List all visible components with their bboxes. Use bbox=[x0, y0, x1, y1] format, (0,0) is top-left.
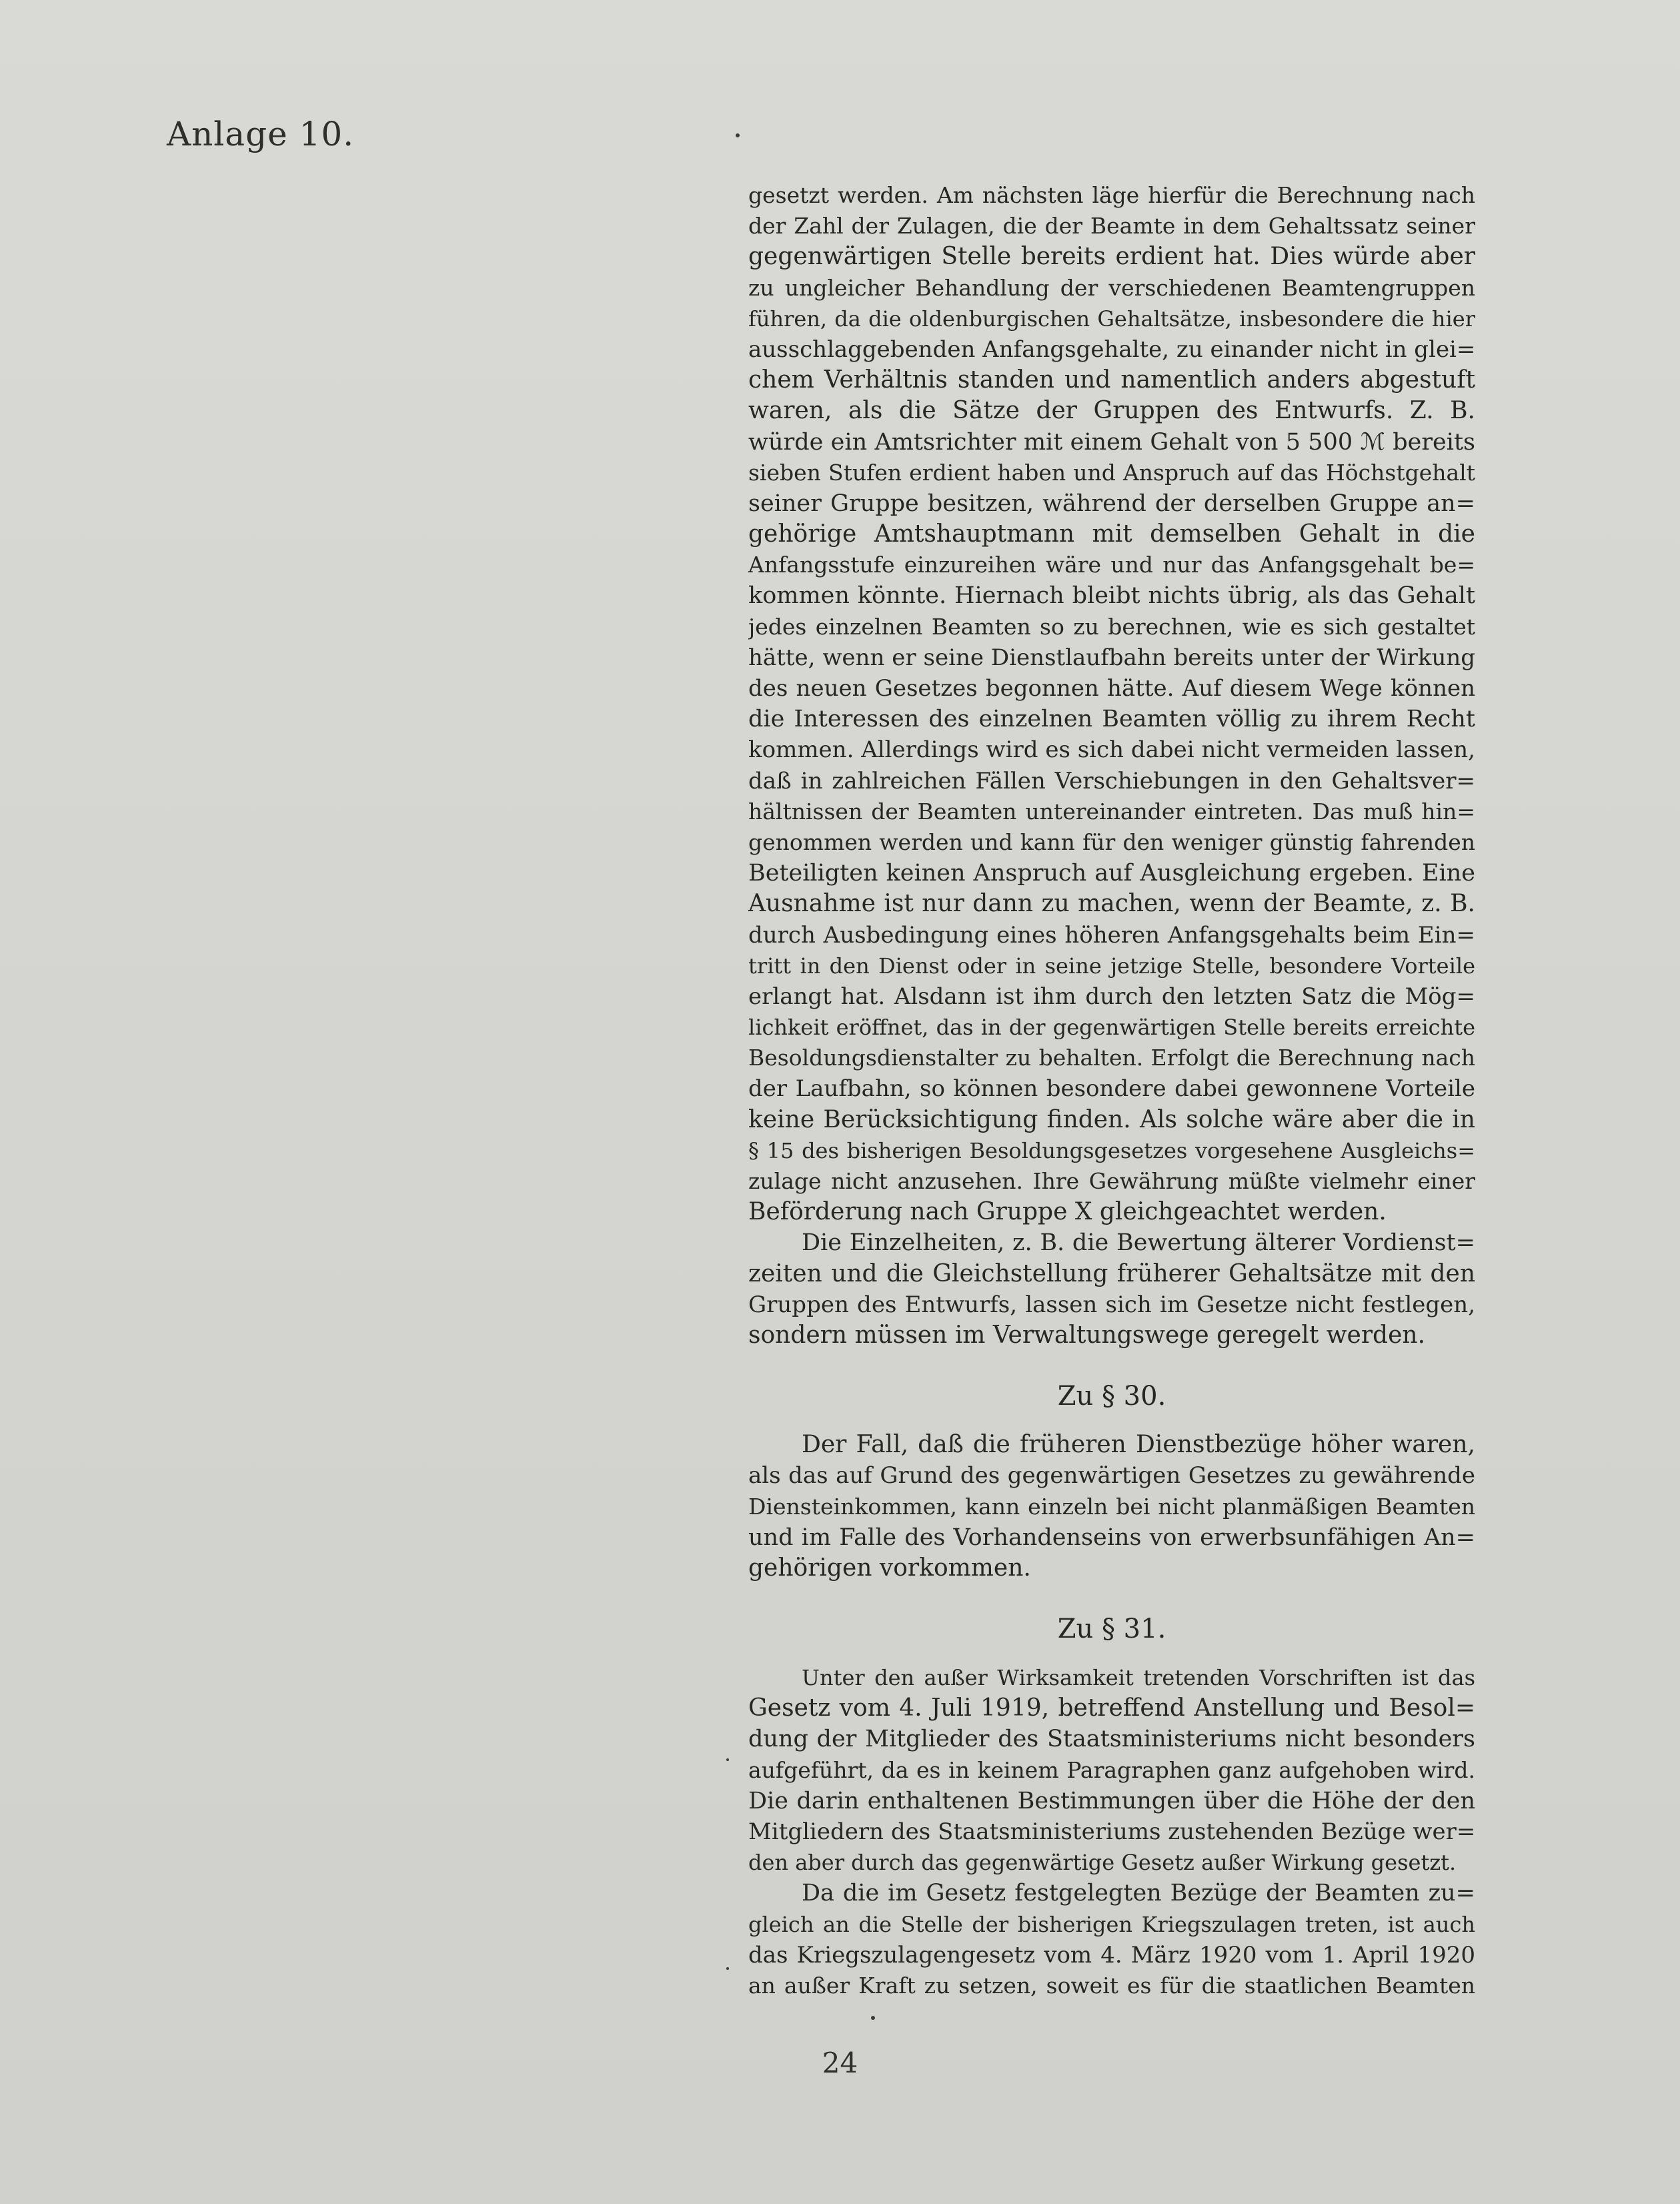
text-line: § 15 des bisherigen Besoldungsgesetzes vorgesehene Ausgleichs= bbox=[748, 1137, 1475, 1163]
text-line: der Zahl der Zulagen, die der Beamte in dem Gehaltssatz seiner bbox=[748, 213, 1475, 239]
text-line: Unter den außer Wirksamkeit tretenden Vorschriften ist das bbox=[802, 1665, 1475, 1691]
text-line: würde ein Amtsrichter mit einem Gehalt von 5 500 ℳ bereits bbox=[748, 428, 1475, 456]
print-speck bbox=[736, 133, 740, 137]
text-line: keine Berücksichtigung finden. Als solche wäre aber die in bbox=[748, 1105, 1475, 1133]
paragraph-1 bbox=[748, 180, 1475, 1227]
text-line: und im Falle des Vorhandenseins von erwerbsunfähigen An= bbox=[748, 1524, 1475, 1551]
text-line: Anfangsstufe einzureihen wäre und nur das Anfangsgehalt be= bbox=[748, 552, 1475, 578]
text-line: aufgeführt, da es in keinem Paragraphen ganz aufgehoben wird. bbox=[748, 1756, 1475, 1783]
text-line: Mitgliedern des Staatsministeriums zustehenden Bezüge wer= bbox=[748, 1818, 1475, 1845]
section-30-paragraph bbox=[748, 1430, 1475, 1584]
page-header: Anlage 10. bbox=[167, 115, 355, 153]
text-line: als das auf Grund des gegenwärtigen Gesetzes zu gewährende bbox=[748, 1462, 1475, 1490]
text-line: Der Fall, daß die früheren Dienstbezüge höher waren, bbox=[802, 1431, 1475, 1459]
text-line: tritt in den Dienst oder in seine jetzige Stelle, besondere Vorteile bbox=[748, 953, 1475, 979]
text-line: Die Einzelheiten, z. B. die Bewertung älterer Vordienst= bbox=[802, 1229, 1475, 1257]
text-line: Diensteinkommen, kann einzeln bei nicht planmäßigen Beamten bbox=[748, 1493, 1475, 1520]
text-line: Beförderung nach Gruppe X gleichgeachtet werden. bbox=[748, 1198, 1387, 1226]
text-line: den aber durch das gegenwärtige Gesetz außer Wirkung gesetzt. bbox=[748, 1850, 1457, 1876]
text-line: Besoldungsdienstalter zu behalten. Erfolgt die Berechnung nach bbox=[748, 1045, 1475, 1071]
text-line: Die darin enthaltenen Bestimmungen über die Höhe der den bbox=[748, 1787, 1475, 1814]
text-line: gegenwärtigen Stelle bereits erdient hat. Dies würde aber bbox=[748, 243, 1475, 271]
text-line: die Interessen des einzelnen Beamten völlig zu ihrem Recht bbox=[748, 706, 1475, 733]
text-line: Gesetz vom 4. Juli 1919, betreffend Anstellung und Besol= bbox=[748, 1694, 1475, 1722]
text-line: Beteiligten keinen Anspruch auf Ausgleichung ergeben. Eine bbox=[748, 860, 1475, 887]
text-line: gleich an die Stelle der bisherigen Kriegszulagen treten, ist auch bbox=[748, 1911, 1475, 1937]
text-line: hältnissen der Beamten untereinander eintreten. Das muß hin= bbox=[748, 798, 1475, 824]
text-line: daß in zahlreichen Fällen Verschiebungen in den Gehaltsver= bbox=[748, 767, 1475, 794]
text-column bbox=[748, 180, 1475, 2001]
section-heading: Zu § 30. bbox=[1057, 1381, 1166, 1412]
text-line: lichkeit eröffnet, das in der gegenwärtigen Stelle bereits erreichte bbox=[748, 1015, 1475, 1041]
text-line: durch Ausbedingung eines höheren Anfangsgehalts beim Ein= bbox=[748, 921, 1475, 949]
text-line: führen, da die oldenburgischen Gehaltsätze, insbesondere die hier bbox=[748, 306, 1475, 332]
text-line: genommen werden und kann für den weniger günstig fahrenden bbox=[748, 829, 1475, 855]
text-line: Ausnahme ist nur dann zu machen, wenn der Beamte, z. B. bbox=[748, 890, 1475, 918]
text-line: gesetzt werden. Am nächsten läge hierfür die Berechnung nach bbox=[748, 182, 1475, 208]
print-speck bbox=[726, 1967, 729, 1970]
section-31-paragraph-2 bbox=[748, 1878, 1475, 2001]
text-line: waren, als die Sätze der Gruppen des Entwurfs. Z. B. bbox=[748, 397, 1475, 425]
print-speck bbox=[726, 1758, 729, 1761]
text-line: das Kriegszulagengesetz vom 4. März 1920 vom 1. April 1920 bbox=[748, 1941, 1475, 1969]
text-line: Da die im Gesetz festgelegten Bezüge der Beamten zu= bbox=[802, 1880, 1475, 1907]
text-line: dung der Mitglieder des Staatsministeriums nicht besonders bbox=[748, 1726, 1475, 1753]
text-line: seiner Gruppe besitzen, während der derselben Gruppe an= bbox=[748, 490, 1475, 517]
text-line: gehörigen vorkommen. bbox=[748, 1554, 1031, 1582]
text-line: chem Verhältnis standen und namentlich anders abgestuft bbox=[748, 366, 1475, 394]
text-line: zu ungleicher Behandlung der verschiedenen Beamtengruppen bbox=[748, 274, 1475, 301]
section-31-paragraph-1 bbox=[748, 1662, 1475, 1878]
text-line: an außer Kraft zu setzen, soweit es für die staatlichen Beamten bbox=[748, 1972, 1475, 1999]
section-heading: Zu § 31. bbox=[1057, 1614, 1166, 1645]
text-line: hätte, wenn er seine Dienstlaufbahn bereits unter der Wirkung bbox=[748, 644, 1475, 671]
text-line: der Laufbahn, so können besondere dabei gewonnene Vorteile bbox=[748, 1075, 1475, 1103]
text-line: kommen. Allerdings wird es sich dabei nicht vermeiden lassen, bbox=[748, 736, 1475, 764]
text-line: zulage nicht anzusehen. Ihre Gewährung müßte vielmehr einer bbox=[748, 1168, 1475, 1194]
text-line: kommen könnte. Hiernach bleibt nichts übrig, als das Gehalt bbox=[748, 582, 1475, 610]
print-speck bbox=[871, 2016, 875, 2020]
text-line: zeiten und die Gleichstellung früherer Gehaltsätze mit den bbox=[748, 1259, 1475, 1287]
text-line: ausschlaggebenden Anfangsgehalte, zu einander nicht in glei= bbox=[748, 336, 1475, 363]
text-line: jedes einzelnen Beamten so zu berechnen, wie es sich gestaltet bbox=[748, 613, 1475, 640]
text-line: erlangt hat. Alsdann ist ihm durch den letzten Satz die Mög= bbox=[748, 983, 1475, 1010]
text-line: des neuen Gesetzes begonnen hätte. Auf diesem Wege können bbox=[748, 675, 1475, 702]
text-line: gehörige Amtshauptmann mit demselben Gehalt in die bbox=[748, 520, 1475, 548]
text-line: Gruppen des Entwurfs, lassen sich im Gesetze nicht festlegen, bbox=[748, 1291, 1475, 1318]
text-line: sondern müssen im Verwaltungswege geregelt werden. bbox=[748, 1321, 1426, 1349]
text-line: sieben Stufen erdient haben und Anspruch auf das Höchstgehalt bbox=[748, 459, 1475, 486]
page-number: 24 bbox=[822, 2047, 858, 2079]
paragraph-2 bbox=[748, 1227, 1475, 1351]
